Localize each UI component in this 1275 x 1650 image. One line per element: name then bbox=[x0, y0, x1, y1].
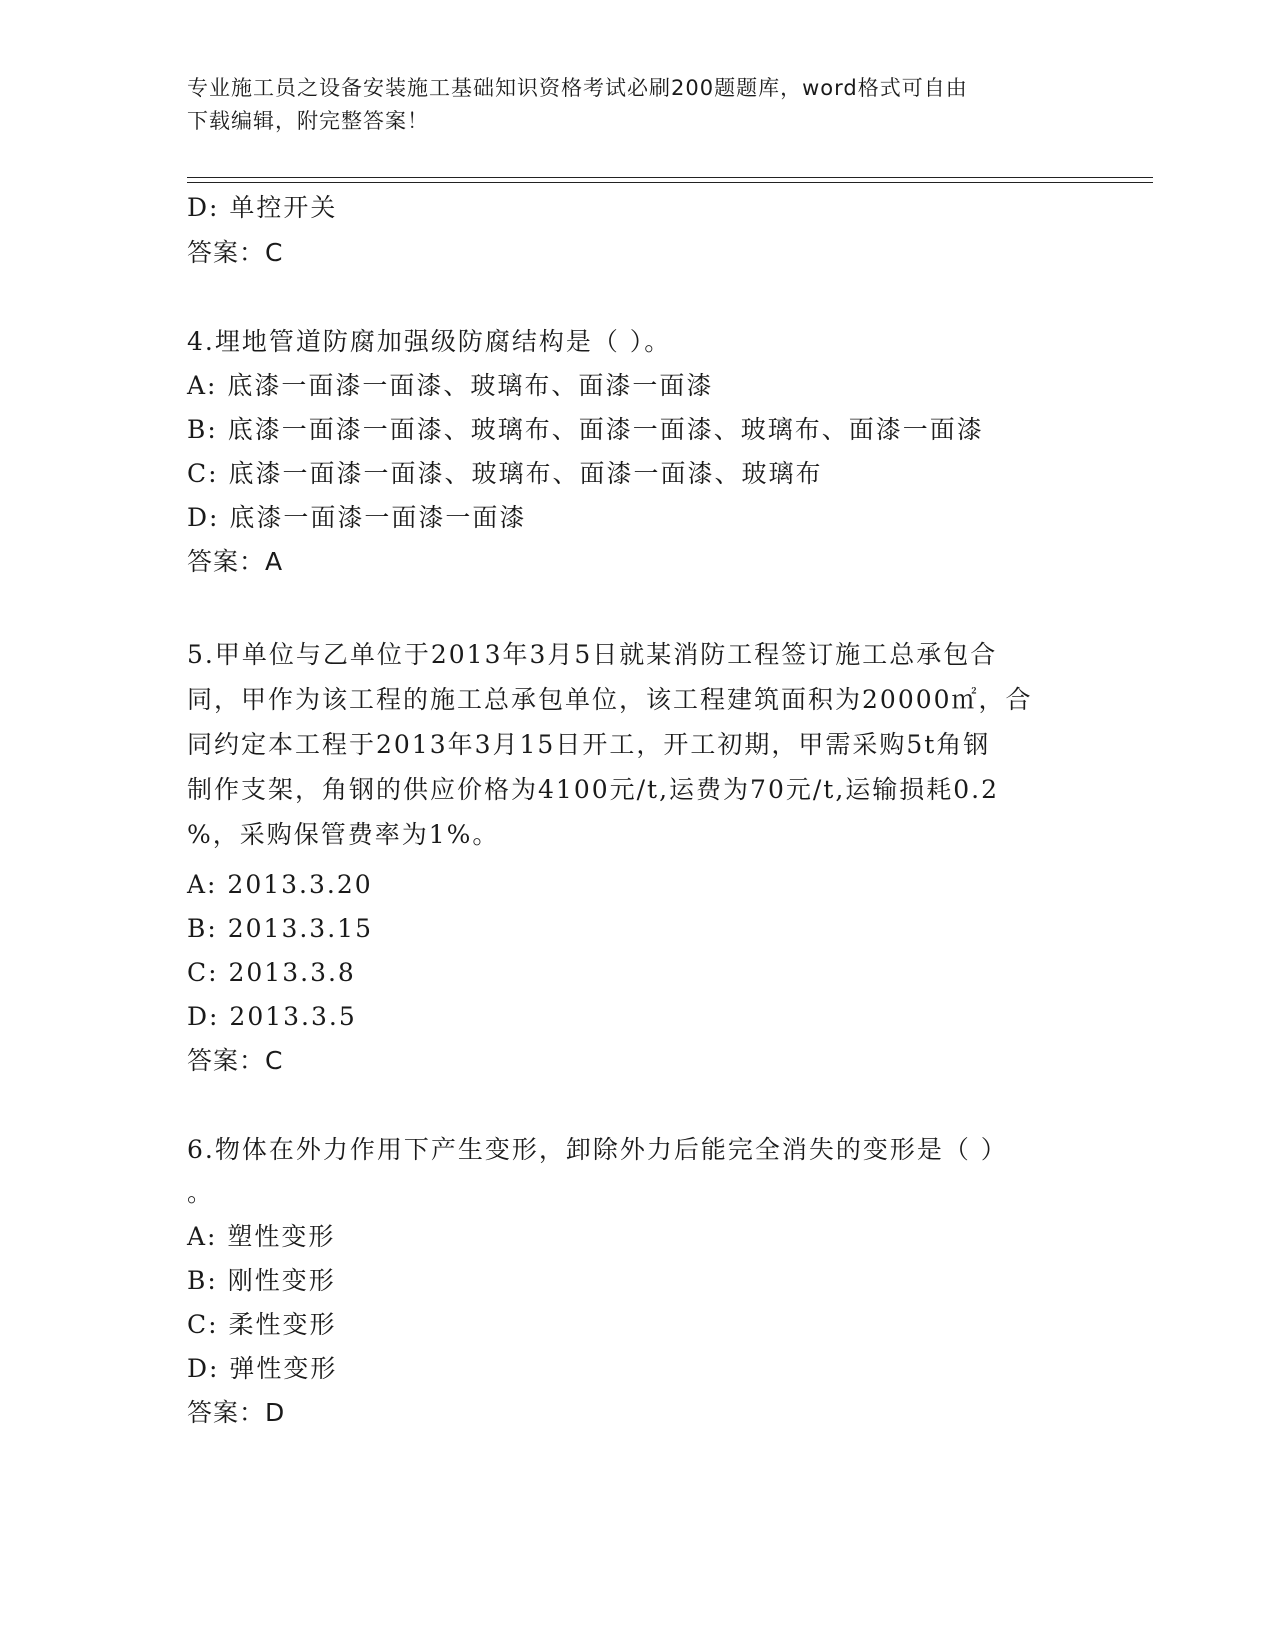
q4-option-b: B: 底漆一面漆一面漆、玻璃布、面漆一面漆、玻璃布、面漆一面漆 bbox=[187, 415, 984, 444]
q5-question bbox=[187, 632, 1033, 857]
header-line-2: 下载编辑，附完整答案！ bbox=[187, 109, 429, 133]
q4-answer: 答案：A bbox=[187, 547, 284, 576]
q5-option-b: B: 2013.3.15 bbox=[187, 914, 373, 943]
q4-option-a: A: 底漆一面漆一面漆、玻璃布、面漆一面漆 bbox=[187, 371, 714, 400]
q4-option-c: C: 底漆一面漆一面漆、玻璃布、面漆一面漆、玻璃布 bbox=[187, 459, 823, 488]
header-rule-top bbox=[187, 177, 1153, 178]
q6-answer: 答案：D bbox=[187, 1398, 286, 1427]
header-rule-bottom bbox=[187, 182, 1153, 183]
q5-question-line: 制作支架，角钢的供应价格为4100元/t,运费为70元/t,运输损耗0.2 bbox=[187, 775, 1000, 804]
q5-option-c: C: 2013.3.8 bbox=[187, 958, 356, 987]
q5-answer: 答案：C bbox=[187, 1046, 284, 1075]
q3-option-d: D: 单控开关 bbox=[187, 193, 338, 222]
header-line-1: 专业施工员之设备安装施工基础知识资格考试必刷200题题库，word格式可自由 bbox=[187, 76, 968, 100]
q5-option-d: D: 2013.3.5 bbox=[187, 1002, 357, 1031]
q6-option-a: A: 塑性变形 bbox=[187, 1222, 336, 1251]
q5-question-line: 5.甲单位与乙单位于2013年3月5日就某消防工程签订施工总承包合 bbox=[187, 640, 998, 669]
q6-question: 6.物体在外力作用下产生变形，卸除外力后能完全消失的变形是（ ） bbox=[187, 1135, 1008, 1164]
q4-option-d: D: 底漆一面漆一面漆一面漆 bbox=[187, 503, 527, 532]
q6-option-b: B: 刚性变形 bbox=[187, 1266, 336, 1295]
document-header bbox=[187, 72, 1067, 138]
q4-question: 4.埋地管道防腐加强级防腐结构是（ ）。 bbox=[187, 327, 672, 356]
q6-option-c: C: 柔性变形 bbox=[187, 1310, 337, 1339]
q6-option-d: D: 弹性变形 bbox=[187, 1354, 338, 1383]
q5-option-a: A: 2013.3.20 bbox=[187, 870, 373, 899]
q5-question-line: 同约定本工程于2013年3月15日开工，开工初期，甲需采购5t角钢 bbox=[187, 730, 991, 759]
q5-question-line: %，采购保管费率为1%。 bbox=[187, 820, 500, 849]
q5-question-line: 同，甲作为该工程的施工总承包单位，该工程建筑面积为20000㎡，合 bbox=[187, 685, 1033, 714]
q6-question-tail: 。 bbox=[187, 1178, 215, 1207]
q3-answer: 答案：C bbox=[187, 238, 284, 267]
